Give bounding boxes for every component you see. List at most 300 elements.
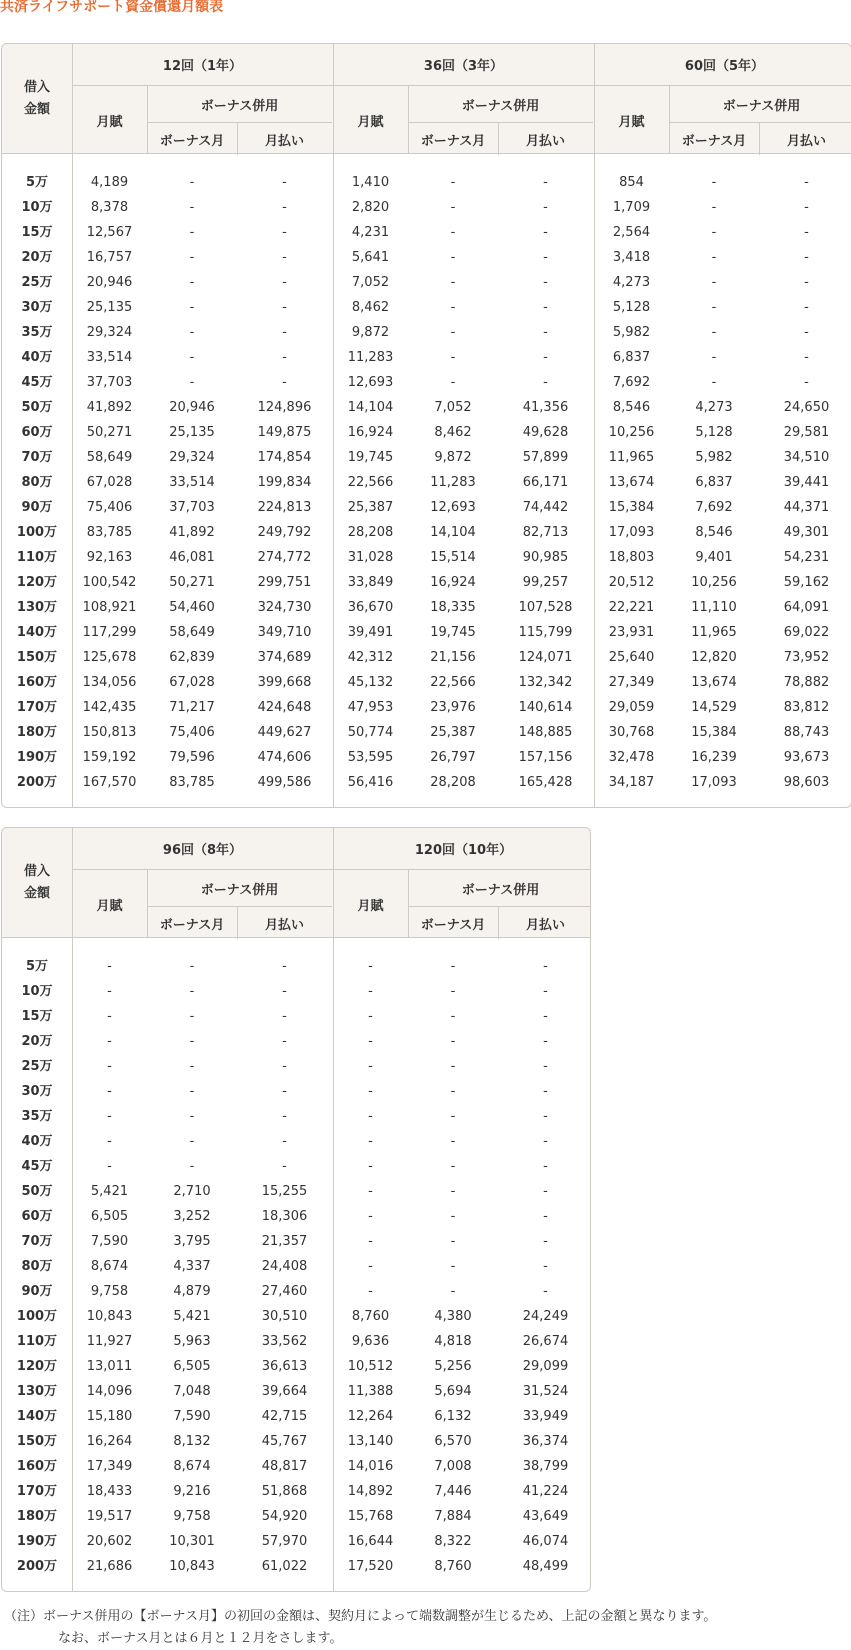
monthly-cell: 167,570 <box>82 775 137 790</box>
bonus-month-cell: - <box>189 984 195 999</box>
monthly-payment-cell: 224,813 <box>257 500 312 515</box>
monthly-cell: 16,264 <box>86 1434 133 1449</box>
monthly-cell: - <box>368 1284 373 1299</box>
bonus-month-cell: 10,843 <box>169 1559 215 1574</box>
amount-cell: 120万 <box>16 575 58 590</box>
monthly-cell: - <box>107 1159 112 1174</box>
monthly-payment-cell: - <box>282 225 287 240</box>
monthly-cell: - <box>368 984 373 999</box>
bonus-month-cell: 4,879 <box>173 1284 211 1299</box>
bonus-month-cell: 26,797 <box>430 750 476 765</box>
monthly-cell: 12,693 <box>347 375 394 390</box>
monthly-payment-cell: 174,854 <box>257 450 312 465</box>
amount-cell: 10万 <box>21 984 53 999</box>
monthly-cell: 36,670 <box>347 600 394 615</box>
amount-cell: 200万 <box>16 1559 58 1574</box>
amount-cell: 15万 <box>21 1009 53 1024</box>
bonus-month-cell: 8,546 <box>695 525 733 540</box>
bonus-month-cell: 20,946 <box>169 400 215 415</box>
amount-cell: 130万 <box>16 1384 58 1399</box>
amount-cell: 60万 <box>21 425 53 440</box>
monthly-cell: 13,140 <box>347 1434 394 1449</box>
monthly-cell: - <box>107 1084 112 1099</box>
amount-cell: 80万 <box>21 475 53 490</box>
monthly-cell: 12,567 <box>86 225 133 240</box>
monthly-cell: 15,768 <box>347 1509 394 1524</box>
page-title: 共済ライフサポート資金償還月額表 <box>0 0 224 15</box>
table-row <box>2 1504 590 1529</box>
monthly-payment-cell: 124,896 <box>257 400 312 415</box>
bonus-month-cell: 23,976 <box>430 700 476 715</box>
bonus-month-cell: - <box>711 350 717 365</box>
bonus-month-cell: 13,674 <box>691 675 737 690</box>
monthly-payment-cell: - <box>543 275 548 290</box>
bonus-month-cell: 54,460 <box>169 600 215 615</box>
monthly-payment-cell: - <box>543 1209 548 1224</box>
monthly-payment-header: 月払い <box>525 133 565 149</box>
bonus-month-cell: 67,028 <box>169 675 215 690</box>
monthly-cell: 100,542 <box>82 575 137 590</box>
monthly-cell: - <box>107 984 112 999</box>
monthly-cell: 50,774 <box>347 725 394 740</box>
monthly-payment-cell: 41,356 <box>522 400 569 415</box>
amount-cell: 30万 <box>21 300 53 315</box>
bonus-month-cell: 25,135 <box>169 425 215 440</box>
monthly-payment-cell: - <box>282 250 287 265</box>
monthly-payment-cell: 24,650 <box>783 400 830 415</box>
bonus-month-cell: 46,081 <box>169 550 215 565</box>
bonus-month-cell: - <box>189 1084 195 1099</box>
amount-cell: 190万 <box>16 750 58 765</box>
table-row <box>2 545 851 570</box>
table-row <box>2 1279 590 1304</box>
amount-cell: 120万 <box>16 1359 58 1374</box>
table-row <box>2 1554 590 1579</box>
monthly-cell: 1,410 <box>351 175 390 190</box>
amount-cell: 30万 <box>21 1084 53 1099</box>
monthly-cell: 14,016 <box>347 1459 394 1474</box>
monthly-cell: 142,435 <box>82 700 137 715</box>
table-row <box>2 770 851 795</box>
monthly-cell: 22,566 <box>347 475 394 490</box>
monthly-cell: 30,768 <box>608 725 655 740</box>
bonus-month-cell: - <box>189 350 195 365</box>
monthly-payment-cell: 149,875 <box>257 425 312 440</box>
bonus-month-cell: 7,590 <box>173 1409 211 1424</box>
monthly-cell: - <box>368 1034 373 1049</box>
bonus-month-cell: 15,384 <box>691 725 737 740</box>
bonus-month-cell: - <box>450 1259 456 1274</box>
amount-cell: 100万 <box>16 525 58 540</box>
table-row <box>2 695 851 720</box>
bonus-month-cell: 10,256 <box>691 575 737 590</box>
monthly-payment-cell: 374,689 <box>257 650 312 665</box>
table-row <box>2 420 851 445</box>
monthly-cell: 56,416 <box>347 775 394 790</box>
monthly-payment-cell: 299,751 <box>257 575 312 590</box>
table-row <box>2 954 590 979</box>
bonus-month-header: ボーナス月 <box>681 133 747 149</box>
bonus-month-cell: - <box>711 200 717 215</box>
monthly-cell: 53,595 <box>347 750 394 765</box>
period-header: 12回（1年） <box>162 59 243 74</box>
monthly-cell: 25,135 <box>86 300 133 315</box>
monthly-cell: - <box>368 1134 373 1149</box>
monthly-payment-cell: 115,799 <box>518 625 573 640</box>
monthly-cell: 6,505 <box>90 1209 129 1224</box>
bonus-month-cell: 4,818 <box>434 1334 472 1349</box>
monthly-payment-cell: 424,648 <box>257 700 312 715</box>
monthly-payment-cell: 78,882 <box>783 675 830 690</box>
monthly-payment-cell: - <box>282 300 287 315</box>
monthly-cell: 37,703 <box>86 375 133 390</box>
amount-cell: 200万 <box>16 775 58 790</box>
monthly-cell: 19,745 <box>347 450 394 465</box>
bonus-month-header: ボーナス月 <box>159 917 225 933</box>
monthly-cell: 22,221 <box>608 600 655 615</box>
table-row <box>2 1454 590 1479</box>
amount-header-line-2: 金額 <box>23 885 50 901</box>
monthly-cell: 10,843 <box>86 1309 133 1324</box>
monthly-payment-cell: 21,357 <box>261 1234 308 1249</box>
monthly-payment-cell: - <box>282 1034 287 1049</box>
monthly-cell: 16,924 <box>347 425 394 440</box>
monthly-cell: 7,692 <box>612 375 651 390</box>
amount-cell: 110万 <box>16 550 58 565</box>
bonus-combined-header: ボーナス併用 <box>200 882 279 898</box>
monthly-cell: 854 <box>619 175 644 190</box>
monthly-cell: 150,813 <box>82 725 137 740</box>
bonus-month-cell: 15,514 <box>430 550 476 565</box>
bonus-month-cell: - <box>450 175 456 190</box>
bonus-month-cell: - <box>189 325 195 340</box>
bonus-month-cell: - <box>711 375 717 390</box>
monthly-cell: 17,093 <box>608 525 655 540</box>
monthly-payment-cell: 38,799 <box>522 1459 569 1474</box>
bonus-month-cell: 71,217 <box>169 700 215 715</box>
table-row <box>2 745 851 770</box>
table-row <box>2 1104 590 1129</box>
amount-header-line-1: 借入 <box>23 79 50 95</box>
monthly-payment-cell: 48,499 <box>522 1559 569 1574</box>
bonus-month-cell: 4,273 <box>695 400 733 415</box>
bonus-month-cell: - <box>189 1034 195 1049</box>
monthly-cell: 8,760 <box>351 1309 390 1324</box>
amount-cell: 160万 <box>16 1459 58 1474</box>
monthly-payment-cell: - <box>543 1284 548 1299</box>
amount-cell: 150万 <box>16 1434 58 1449</box>
monthly-payment-cell: 45,767 <box>261 1434 308 1449</box>
monthly-cell: 41,892 <box>86 400 133 415</box>
monthly-cell: 19,517 <box>86 1509 133 1524</box>
monthly-payment-cell: 474,606 <box>257 750 312 765</box>
table-row <box>2 170 851 195</box>
monthly-payment-cell: - <box>282 200 287 215</box>
monthly-cell: 8,378 <box>90 200 129 215</box>
amount-cell: 20万 <box>21 250 53 265</box>
bonus-month-cell: 37,703 <box>169 500 215 515</box>
monthly-cell: 7,052 <box>351 275 390 290</box>
monthly-payment-cell: 107,528 <box>518 600 573 615</box>
bonus-month-cell: 19,745 <box>430 625 476 640</box>
table-row <box>2 445 851 470</box>
bonus-month-cell: - <box>450 375 456 390</box>
monthly-payment-cell: 41,224 <box>522 1484 569 1499</box>
amount-cell: 170万 <box>16 1484 58 1499</box>
monthly-payment-cell: 33,562 <box>261 1334 308 1349</box>
bonus-month-cell: 2,710 <box>173 1184 211 1199</box>
bonus-month-cell: - <box>711 300 717 315</box>
bonus-month-cell: - <box>189 1059 195 1074</box>
monthly-cell: 50,271 <box>86 425 133 440</box>
bonus-month-cell: - <box>711 250 717 265</box>
monthly-header: 月賦 <box>618 114 645 130</box>
monthly-payment-cell: - <box>543 375 548 390</box>
monthly-cell: 75,406 <box>86 500 133 515</box>
table-row <box>2 1229 590 1254</box>
monthly-payment-cell: 24,408 <box>261 1259 308 1274</box>
table-row <box>2 1154 590 1179</box>
bonus-month-cell: 50,271 <box>169 575 215 590</box>
monthly-cell: 27,349 <box>608 675 655 690</box>
bonus-month-cell: 79,596 <box>169 750 215 765</box>
monthly-cell: - <box>368 1209 373 1224</box>
table-row <box>2 1179 590 1204</box>
bonus-month-cell: 8,462 <box>434 425 472 440</box>
monthly-cell: 4,273 <box>612 275 651 290</box>
bonus-month-cell: 5,421 <box>173 1309 211 1324</box>
amount-header-line-1: 借入 <box>23 863 50 879</box>
monthly-cell: 14,892 <box>347 1484 394 1499</box>
bonus-month-cell: - <box>189 959 195 974</box>
monthly-payment-cell: - <box>543 1034 548 1049</box>
bonus-month-cell: 10,301 <box>169 1534 215 1549</box>
bonus-month-cell: 18,335 <box>430 600 476 615</box>
amount-cell: 45万 <box>21 1159 53 1174</box>
monthly-cell: 25,640 <box>608 650 655 665</box>
monthly-payment-cell: - <box>282 350 287 365</box>
monthly-cell: 14,096 <box>86 1384 133 1399</box>
bonus-month-cell: 5,963 <box>173 1334 211 1349</box>
footnote-line-1: （注）ボーナス併用の【ボーナス月】の初回の金額は、契約月によって端数調整が生じるため、上記の金額と異なります。 <box>4 1609 717 1624</box>
bonus-month-cell: - <box>450 1034 456 1049</box>
bonus-month-cell: - <box>189 1109 195 1124</box>
table-row <box>2 720 851 745</box>
bonus-month-cell: 11,965 <box>691 625 737 640</box>
table-row <box>2 1054 590 1079</box>
bonus-month-cell: - <box>450 1234 456 1249</box>
bonus-month-cell: 62,839 <box>169 650 215 665</box>
amount-cell: 35万 <box>21 325 53 340</box>
bonus-month-cell: - <box>450 959 456 974</box>
monthly-cell: 31,028 <box>347 550 394 565</box>
monthly-payment-cell: - <box>543 1109 548 1124</box>
amount-cell: 80万 <box>21 1259 53 1274</box>
monthly-cell: - <box>368 1109 373 1124</box>
monthly-cell: - <box>107 959 112 974</box>
bonus-month-cell: 7,884 <box>434 1509 472 1524</box>
bonus-month-cell: 8,760 <box>434 1559 472 1574</box>
bonus-month-cell: 21,156 <box>430 650 476 665</box>
bonus-month-cell: - <box>450 250 456 265</box>
bonus-month-cell: 11,110 <box>691 600 737 615</box>
monthly-cell: - <box>368 1184 373 1199</box>
monthly-payment-cell: - <box>543 1184 548 1199</box>
table-row <box>2 1004 590 1029</box>
table-row <box>2 1029 590 1054</box>
bonus-month-cell: - <box>189 275 195 290</box>
bonus-month-cell: 33,514 <box>169 475 215 490</box>
amount-cell: 170万 <box>16 700 58 715</box>
amount-cell: 180万 <box>16 725 58 740</box>
monthly-payment-cell: - <box>804 275 809 290</box>
bonus-month-cell: 12,820 <box>691 650 737 665</box>
bonus-month-cell: - <box>450 1209 456 1224</box>
monthly-cell: 2,564 <box>612 225 651 240</box>
monthly-payment-cell: 73,952 <box>783 650 830 665</box>
table-row <box>2 1379 590 1404</box>
table-row <box>2 1079 590 1104</box>
monthly-payment-cell: - <box>543 225 548 240</box>
monthly-cell: 16,757 <box>86 250 133 265</box>
monthly-cell: 23,931 <box>608 625 655 640</box>
bonus-month-cell: - <box>450 275 456 290</box>
monthly-cell: 10,256 <box>608 425 655 440</box>
table-row <box>2 1329 590 1354</box>
monthly-cell: 3,418 <box>612 250 651 265</box>
bonus-month-cell: - <box>450 1284 456 1299</box>
monthly-cell: 25,387 <box>347 500 394 515</box>
monthly-cell: 1,709 <box>612 200 651 215</box>
bonus-month-cell: 5,256 <box>434 1359 472 1374</box>
amount-cell: 45万 <box>21 375 53 390</box>
table-row <box>2 520 851 545</box>
monthly-payment-cell: - <box>282 1159 287 1174</box>
monthly-cell: 92,163 <box>86 550 133 565</box>
monthly-payment-cell: 349,710 <box>257 625 312 640</box>
bonus-month-cell: 41,892 <box>169 525 215 540</box>
monthly-cell: 9,872 <box>351 325 390 340</box>
monthly-payment-cell: 51,868 <box>261 1484 308 1499</box>
amount-cell: 130万 <box>16 600 58 615</box>
bonus-month-cell: 6,505 <box>173 1359 211 1374</box>
bonus-month-header: ボーナス月 <box>420 917 486 933</box>
monthly-cell: 20,512 <box>608 575 655 590</box>
bonus-month-cell: - <box>711 275 717 290</box>
bonus-month-cell: 83,785 <box>169 775 215 790</box>
monthly-payment-cell: - <box>543 1009 548 1024</box>
bonus-month-cell: - <box>189 175 195 190</box>
bonus-month-cell: - <box>711 225 717 240</box>
monthly-payment-cell: 26,674 <box>522 1334 569 1349</box>
table-row <box>2 1429 590 1454</box>
footnote-line-2: なお、ボーナス月とは６月と１２月をさします。 <box>58 1631 343 1646</box>
bonus-month-cell: - <box>189 1134 195 1149</box>
bonus-month-cell: - <box>189 300 195 315</box>
monthly-payment-cell: - <box>282 1134 287 1149</box>
monthly-cell: 13,011 <box>86 1359 133 1374</box>
monthly-payment-cell: 36,613 <box>261 1359 308 1374</box>
bonus-month-cell: - <box>450 1134 456 1149</box>
monthly-payment-cell: 66,171 <box>522 475 569 490</box>
table-row <box>2 1304 590 1329</box>
monthly-payment-cell: - <box>543 1134 548 1149</box>
bonus-month-cell: 28,208 <box>430 775 476 790</box>
bonus-month-cell: 75,406 <box>169 725 215 740</box>
bonus-month-cell: - <box>711 175 717 190</box>
monthly-payment-cell: 324,730 <box>257 600 312 615</box>
monthly-cell: 39,491 <box>347 625 394 640</box>
table-header <box>2 828 590 938</box>
bonus-month-cell: - <box>189 1159 195 1174</box>
table-row <box>2 320 851 345</box>
monthly-payment-cell: - <box>804 325 809 340</box>
monthly-cell: 33,849 <box>347 575 394 590</box>
monthly-cell: 17,349 <box>86 1459 133 1474</box>
monthly-cell: 8,546 <box>612 400 651 415</box>
amount-cell: 150万 <box>16 650 58 665</box>
repayment-table-1 <box>1 43 851 808</box>
bonus-month-cell: - <box>189 225 195 240</box>
monthly-payment-cell: 42,715 <box>261 1409 308 1424</box>
amount-cell: 50万 <box>21 1184 53 1199</box>
monthly-payment-cell: - <box>543 1059 548 1074</box>
bonus-month-cell: 5,694 <box>434 1384 472 1399</box>
table-row <box>2 979 590 1004</box>
monthly-payment-cell: 29,099 <box>522 1359 569 1374</box>
monthly-cell: 11,388 <box>347 1384 394 1399</box>
bonus-month-cell: - <box>450 1159 456 1174</box>
period-header: 120回（10年） <box>414 843 513 858</box>
monthly-cell: 17,520 <box>347 1559 394 1574</box>
monthly-cell: 47,953 <box>347 700 394 715</box>
monthly-payment-cell: - <box>282 375 287 390</box>
amount-cell: 110万 <box>16 1334 58 1349</box>
monthly-cell: 8,674 <box>90 1259 129 1274</box>
monthly-payment-cell: 74,442 <box>522 500 569 515</box>
monthly-cell: 5,421 <box>90 1184 129 1199</box>
bonus-month-cell: 7,692 <box>695 500 733 515</box>
amount-cell: 100万 <box>16 1309 58 1324</box>
bonus-combined-header: ボーナス併用 <box>200 98 279 114</box>
table-row <box>2 295 851 320</box>
bonus-combined-header: ボーナス併用 <box>722 98 801 114</box>
bonus-month-cell: - <box>189 375 195 390</box>
bonus-month-cell: - <box>450 300 456 315</box>
monthly-payment-cell: - <box>804 375 809 390</box>
monthly-cell: 5,982 <box>612 325 651 340</box>
monthly-cell: - <box>368 1009 373 1024</box>
monthly-cell: 67,028 <box>86 475 133 490</box>
monthly-cell: 13,674 <box>608 475 655 490</box>
amount-cell: 35万 <box>21 1109 53 1124</box>
monthly-payment-cell: 57,899 <box>522 450 569 465</box>
monthly-cell: 18,803 <box>608 550 655 565</box>
monthly-cell: 15,384 <box>608 500 655 515</box>
bonus-month-cell: - <box>189 250 195 265</box>
monthly-cell: 134,056 <box>82 675 137 690</box>
monthly-payment-cell: - <box>282 275 287 290</box>
monthly-cell: 6,837 <box>612 350 651 365</box>
monthly-payment-cell: - <box>543 300 548 315</box>
monthly-cell: 4,189 <box>90 175 129 190</box>
monthly-cell: 58,649 <box>86 450 133 465</box>
monthly-payment-cell: - <box>282 1059 287 1074</box>
monthly-cell: - <box>368 1159 373 1174</box>
bonus-month-cell: 5,982 <box>695 450 733 465</box>
monthly-cell: - <box>368 1084 373 1099</box>
monthly-payment-cell: 48,817 <box>261 1459 308 1474</box>
